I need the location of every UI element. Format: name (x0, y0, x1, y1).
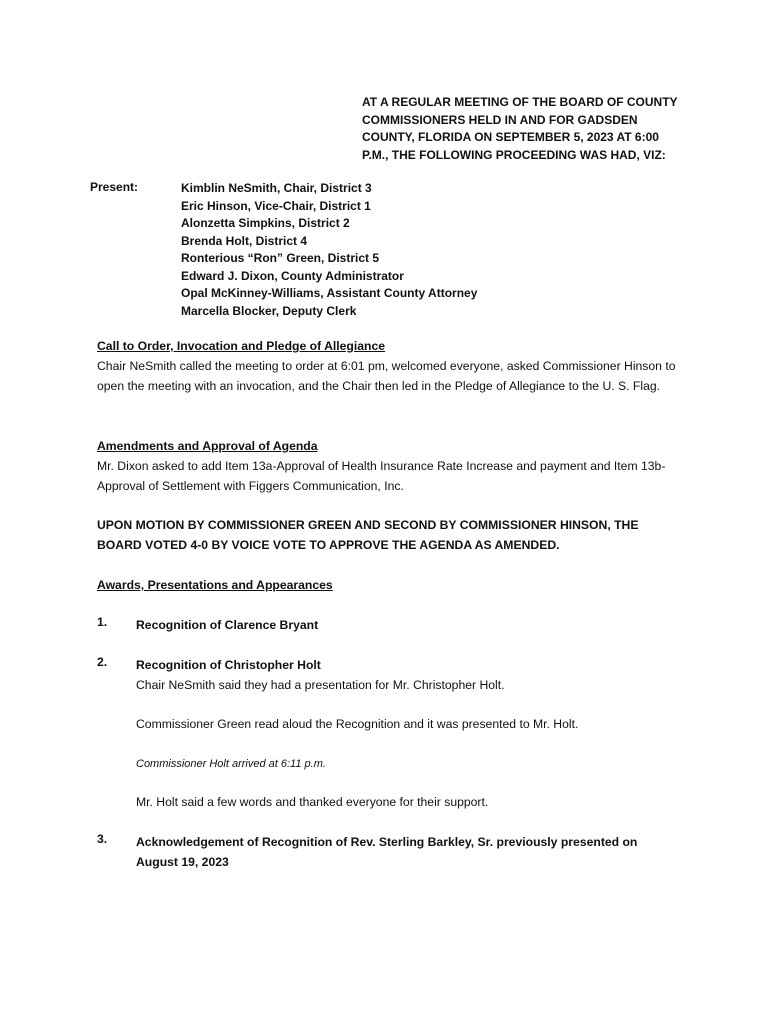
section-title: Call to Order, Invocation and Pledge of Allegiance (97, 339, 386, 353)
meeting-heading (362, 94, 682, 164)
attendee: Eric Hinson, Vice-Chair, District 1 (181, 198, 371, 213)
item-title: Acknowledgement of Recognition of Rev. Sterling Barkley, Sr. previously presented on August 19, 2023 (136, 835, 638, 869)
item-number: 3. (97, 832, 108, 846)
item-number: 2. (97, 655, 108, 669)
present-label: Present: (90, 180, 139, 194)
item-paragraph: Mr. Holt said a few words and thanked everyone for their support. (136, 795, 489, 809)
item-title: Recognition of Christopher Holt (136, 658, 321, 672)
attendee: Marcella Blocker, Deputy Clerk (181, 303, 357, 318)
heading-line: COMMISSIONERS HELD IN AND FOR GADSDEN (362, 112, 638, 127)
section-body: Chair NeSmith called the meeting to order at 6:01 pm, welcomed everyone, asked Commissioner Hinson to open the meeting with an invocation, and the Chair then led in the Pledge of Allegiance to the U. S. Flag. (97, 359, 676, 393)
motion-text: UPON MOTION BY COMMISSIONER GREEN AND SECOND BY COMMISSIONER HINSON, THE BOARD VOTED 4-0 BY VOICE VOTE TO APPROVE THE AGENDA AS AMENDED. (97, 518, 639, 552)
section-title: Awards, Presentations and Appearances (97, 578, 333, 592)
attendee: Alonzetta Simpkins, District 2 (181, 216, 350, 230)
attendee: Edward J. Dixon, County Administrator (181, 268, 404, 283)
item-title: Recognition of Clarence Bryant (136, 618, 319, 632)
attendee: Brenda Holt, District 4 (181, 233, 308, 248)
attendee-list (181, 180, 477, 320)
attendee: Opal McKinney-Williams, Assistant County Attorney (181, 286, 478, 300)
item-number: 1. (97, 615, 108, 629)
section-body: Mr. Dixon asked to add Item 13a-Approval of Health Insurance Rate Increase and payment and Item 13b-Approval of Settlement with Figgers Communication, Inc. (97, 459, 666, 493)
attendee: Ronterious “Ron” Green, District 5 (181, 251, 380, 265)
amendments-section (97, 436, 677, 496)
attendee: Kimblin NeSmith, Chair, District 3 (181, 181, 372, 195)
heading-line: COUNTY, FLORIDA ON SEPTEMBER 5, 2023 AT 6:00 (362, 130, 659, 144)
item-paragraph: Chair NeSmith said they had a presentation for Mr. Christopher Holt. (136, 678, 505, 692)
heading-line: P.M., THE FOLLOWING PROCEEDING WAS HAD, VIZ: (362, 147, 666, 162)
heading-line: AT A REGULAR MEETING OF THE BOARD OF COUNTY (362, 95, 678, 109)
section-title: Amendments and Approval of Agenda (97, 439, 318, 453)
call-to-order-section (97, 336, 677, 396)
item-paragraph: Commissioner Green read aloud the Recognition and it was presented to Mr. Holt. (136, 717, 579, 731)
item-note: Commissioner Holt arrived at 6:11 p.m. (136, 758, 326, 770)
awards-section-title (97, 575, 677, 595)
